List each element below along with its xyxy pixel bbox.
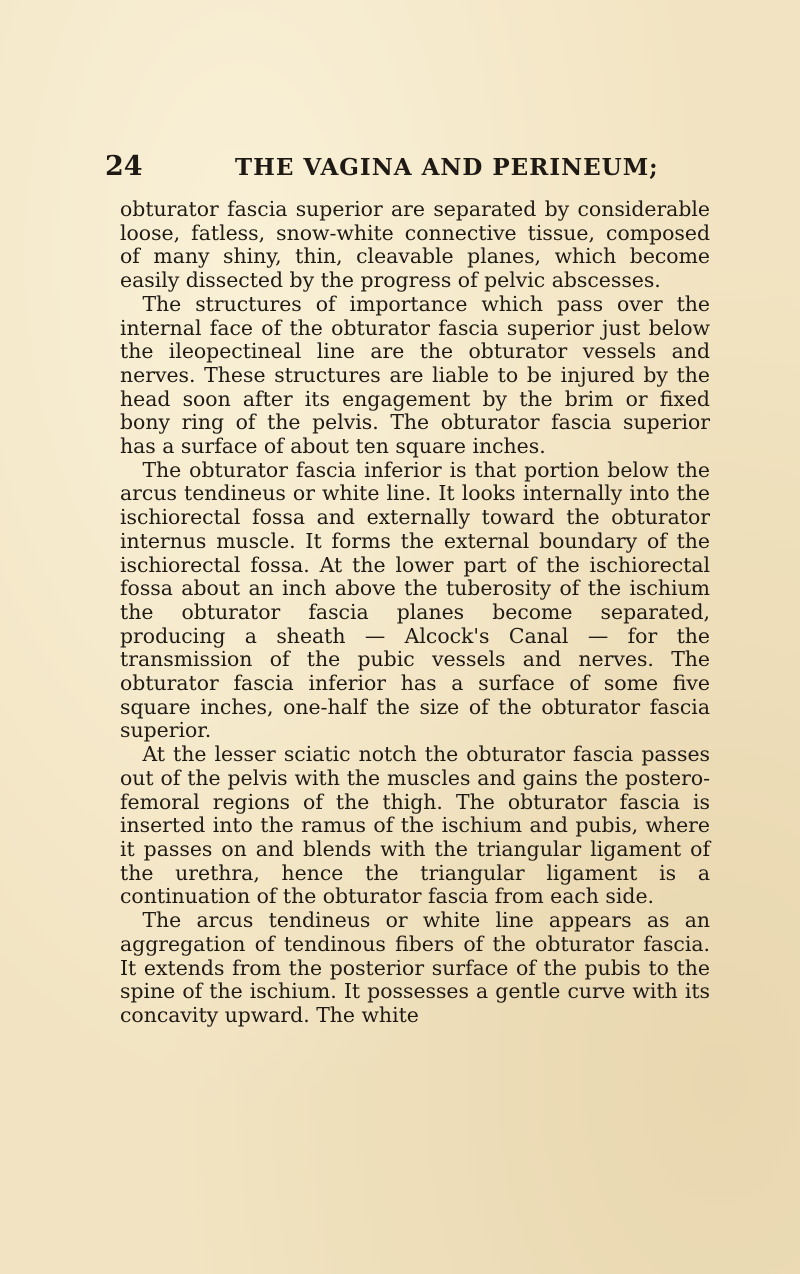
paragraph: The arcus tendineus or white line appears as an aggregation of tendinous fibers of the obturator fascia. It extends from the posterior surface of the pubis to the spine of the ischium. It possesses a gentle curve with its concavity upward. The white bbox=[120, 908, 710, 1027]
page-header bbox=[105, 151, 705, 181]
page-number: 24 bbox=[105, 151, 143, 182]
running-head: THE VAGINA AND PERINEUM; bbox=[235, 154, 659, 181]
paragraph: The structures of importance which pass over the internal face of the obturator fascia superior just below the ileopectineal line are the obturator vessels and nerves. These structures are liable to be injured by the head soon after its engagement by the brim or fixed bony ring of the pelvis. The obturator fascia superior has a surface of about ten square inches. bbox=[120, 291, 710, 459]
paragraph: obturator fascia superior are separated by considerable loose, fatless, snow-white connective tissue, composed of many shiny, thin, cleavable planes, which become easily dissected by the progress of pelvic abscesses. bbox=[120, 197, 710, 293]
body-text bbox=[120, 198, 710, 1028]
paragraph: The obturator fascia inferior is that portion below the arcus tendineus or white line. It looks internally into the ischiorectal fossa and externally toward the obturator internus muscle. It forms the external boundary of the ischiorectal fossa. At the lower part of the ischiorectal fossa about an inch above the tuberosity of the ischium the obturator fascia planes become separated, producing a sheath — Alcock's Canal — for the transmission of the pubic vessels and nerves. The obturator fascia inferior has a surface of some five square inches, one-half the size of the obturator fascia superior. bbox=[120, 457, 710, 743]
paragraph: At the lesser sciatic notch the obturator fascia passes out of the pelvis with the muscles and gains the postero-femoral regions of the thigh. The obturator fascia is inserted into the ramus of the ischium and pubis, where it passes on and blends with the triangular ligament of the urethra, hence the triangular ligament is a continuation of the obturator fascia from each side. bbox=[120, 742, 710, 909]
